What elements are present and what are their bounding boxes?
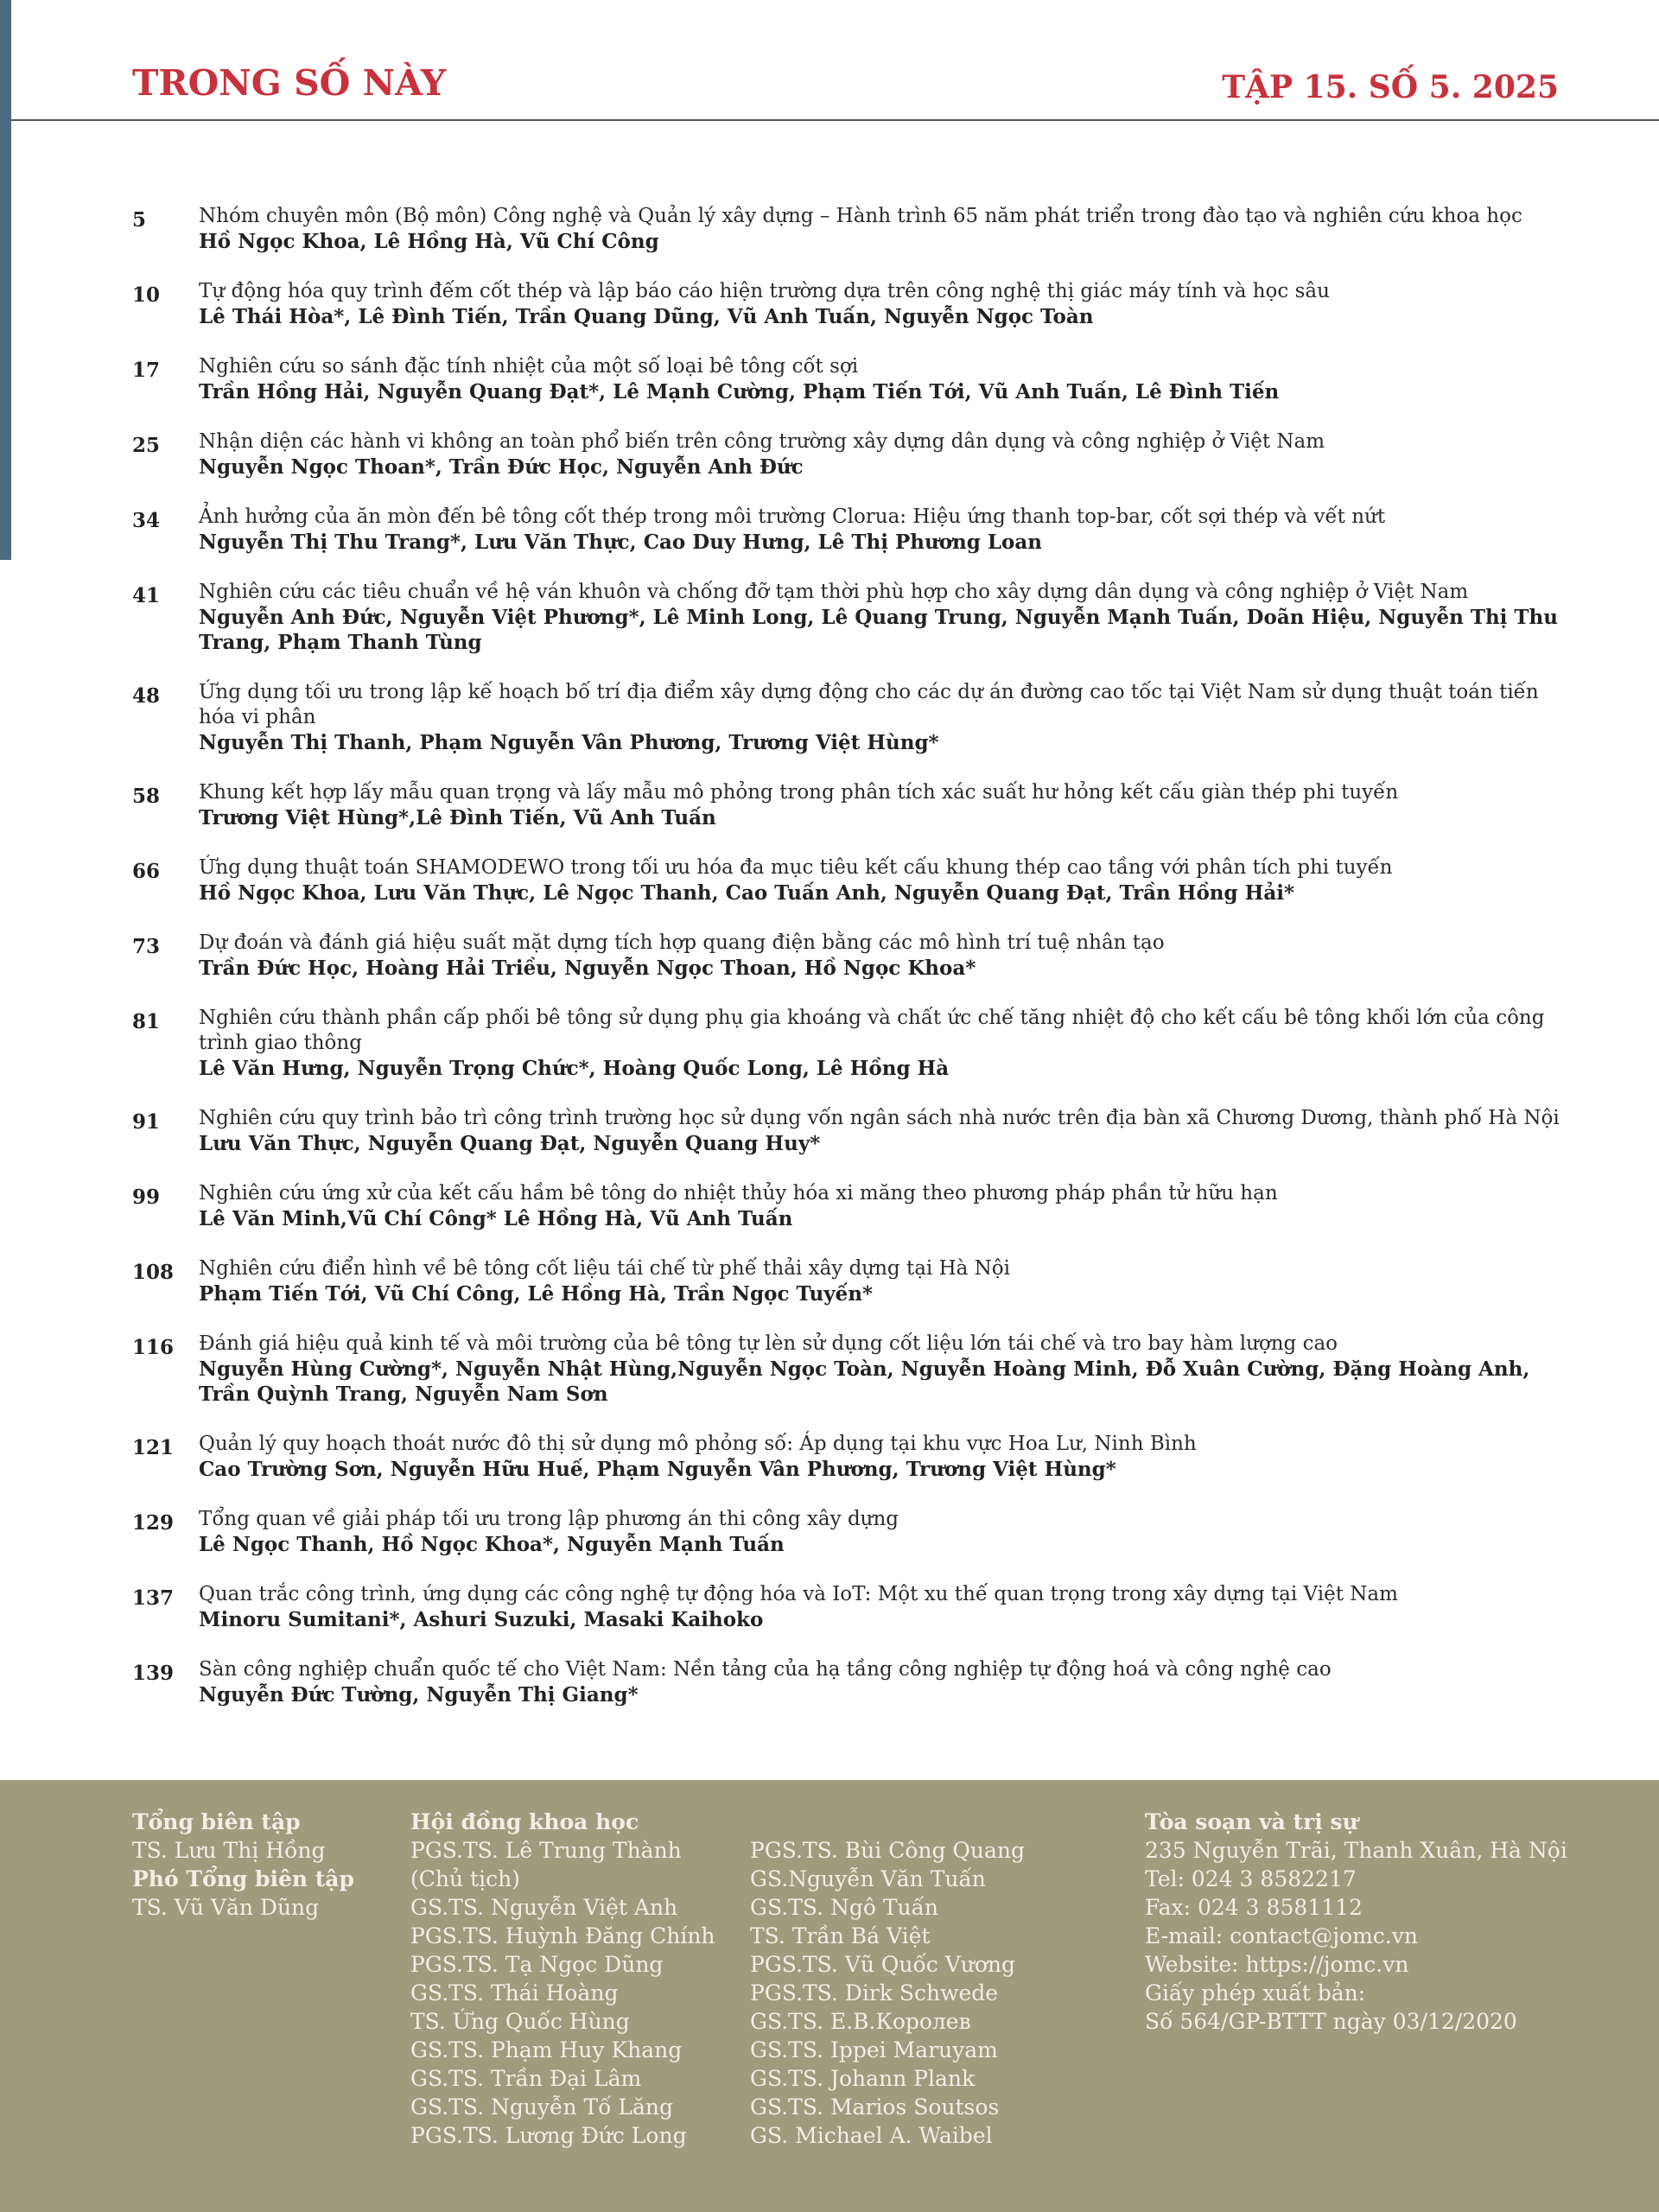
toc-authors: Phạm Tiến Tới, Vũ Chí Công, Lê Hồng Hà, Trần Ngọc Tuyến* — [199, 1282, 873, 1306]
council-member: GS.TS. Marios Soutsos — [750, 2094, 1000, 2120]
toc-entry-body — [199, 429, 1567, 480]
council-member: PGS.TS. Lê Trung Thành — [410, 1838, 682, 1863]
council-member: GS.Nguyễn Văn Tuấn — [750, 1866, 986, 1891]
toc-authors: Trương Việt Hùng*,Lê Đình Tiến, Vũ Anh Tuấn — [199, 806, 716, 830]
toc-entry[interactable] — [132, 1006, 1567, 1081]
toc-page-number: 10 — [132, 283, 161, 307]
toc-article-title: Nhận diện các hành vi không an toàn phổ biến trên công trường xây dựng dân dụng và công nghiệp ở Việt Nam — [199, 430, 1325, 453]
council-heading: Hội đồng khoa học — [410, 1809, 639, 1834]
toc-page-number: 139 — [132, 1662, 175, 1685]
toc-page-number: 121 — [132, 1436, 175, 1459]
toc-article-title: Nghiên cứu quy trình bảo trì công trình trường học sử dụng vốn ngân sách nhà nước trên địa bàn xã Chương Dương, thành phố Hà Nội — [199, 1107, 1560, 1129]
toc-entry-body — [199, 855, 1567, 906]
toc-entry[interactable] — [132, 580, 1567, 655]
toc-page-number: 99 — [132, 1185, 161, 1209]
toc-article-title: Khung kết hợp lấy mẫu quan trọng và lấy mẫu mô phỏng trong phân tích xác suất hư hỏng kết cấu giàn thép phi tuyến — [199, 781, 1399, 804]
office-info-line: Giấy phép xuất bản: — [1145, 1980, 1366, 2005]
toc-entry-body — [199, 780, 1567, 830]
toc-authors: Lê Ngọc Thanh, Hồ Ngọc Khoa*, Nguyễn Mạnh Tuấn — [199, 1533, 785, 1556]
council-column-2 — [750, 1808, 1113, 2150]
council-member: GS.TS. E.B.Королев — [750, 2009, 971, 2034]
editors-column — [132, 1808, 391, 1922]
council-member: (Chủ tịch) — [410, 1866, 520, 1891]
toc-article-title: Nghiên cứu so sánh đặc tính nhiệt của một số loại bê tông cốt sợi — [199, 355, 859, 378]
council-member: PGS.TS. Huỳnh Đăng Chính — [410, 1923, 715, 1948]
toc-article-title: Quan trắc công trình, ứng dụng các công nghệ tự động hóa và IoT: Một xu thế quan trọng trong xây dựng tại Việt Nam — [199, 1583, 1398, 1605]
toc-page-number: 41 — [132, 584, 161, 607]
toc-article-title: Sàn công nghiệp chuẩn quốc tế cho Việt Nam: Nền tảng của hạ tầng công nghiệp tự động hoá và công nghệ cao — [199, 1658, 1332, 1681]
council-column-1 — [410, 1808, 739, 2150]
toc-entry-body — [199, 1582, 1567, 1632]
toc-entry-body — [199, 204, 1567, 254]
toc-entry[interactable] — [132, 429, 1567, 480]
council-member: GS. Michael A. Waibel — [750, 2123, 993, 2148]
council-member: GS.TS. Phạm Huy Khang — [410, 2037, 683, 2063]
toc-page-number: 116 — [132, 1336, 175, 1359]
council-member: GS.TS. Johann Plank — [750, 2066, 976, 2091]
toc-entry-body — [199, 1256, 1567, 1306]
toc-page-number: 73 — [132, 935, 161, 958]
toc-entry[interactable] — [132, 1432, 1567, 1482]
toc-entry-body — [199, 505, 1567, 555]
toc-entry[interactable] — [132, 1582, 1567, 1632]
toc-page-number: 129 — [132, 1511, 175, 1535]
toc-article-title: Ứng dụng thuật toán SHAMODEWO trong tối ưu hóa đa mục tiêu kết cấu khung thép cao tầng với phân tích phi tuyến — [199, 856, 1393, 879]
council-member: GS.TS. Trần Đại Lâm — [410, 2066, 642, 2091]
council-member: GS.TS. Ippei Maruyam — [750, 2037, 998, 2063]
toc-entry[interactable] — [132, 680, 1567, 755]
toc-authors: Hồ Ngọc Khoa, Lê Hồng Hà, Vũ Chí Công — [199, 230, 659, 253]
toc-entry-body — [199, 1006, 1567, 1081]
toc-entry-body — [199, 1181, 1567, 1231]
toc-authors: Lê Văn Hưng, Nguyễn Trọng Chức*, Hoàng Quốc Long, Lê Hồng Hà — [199, 1057, 950, 1080]
toc-entry[interactable] — [132, 204, 1567, 254]
toc-entry[interactable] — [132, 855, 1567, 906]
council-member: GS.TS. Thái Hoàng — [410, 1980, 619, 2005]
toc-article-title: Ảnh hưởng của ăn mòn đến bê tông cốt thép trong môi trường Clorua: Hiệu ứng thanh top-bar, cốt sợi thép và vết nứt — [199, 505, 1386, 528]
toc-article-title: Đánh giá hiệu quả kinh tế và môi trường của bê tông tự lèn sử dụng cốt liệu lớn tái chế và tro bay hàm lượng cao — [199, 1332, 1338, 1355]
toc-authors: Cao Trường Sơn, Nguyễn Hữu Huế, Phạm Nguyễn Vân Phương, Trương Việt Hùng* — [199, 1458, 1116, 1481]
toc-page-number: 91 — [132, 1110, 161, 1134]
council-member: GS.TS. Nguyễn Tố Lăng — [410, 2094, 674, 2120]
toc-page-number: 66 — [132, 860, 161, 883]
toc-authors: Nguyễn Thị Thanh, Phạm Nguyễn Vân Phương, Trương Việt Hùng* — [199, 731, 939, 754]
toc-article-title: Nhóm chuyên môn (Bộ môn) Công nghệ và Quản lý xây dựng – Hành trình 65 năm phát triển trong đào tạo và nghiên cứu khoa học — [199, 205, 1522, 227]
side-accent-strip — [0, 0, 11, 560]
toc-authors: Nguyễn Hùng Cường*, Nguyễn Nhật Hùng,Nguyễn Ngọc Toàn, Nguyễn Hoàng Minh, Đỗ Xuân Cường, Đặng Hoàng Anh, Trần Quỳnh Trang, Nguyễn Nam Sơn — [199, 1357, 1530, 1406]
toc-authors: Trần Đức Học, Hoàng Hải Triều, Nguyễn Ngọc Thoan, Hồ Ngọc Khoa* — [199, 957, 976, 980]
office-column — [1145, 1808, 1629, 2036]
toc-page-number: 58 — [132, 785, 161, 808]
toc-article-title: Tự động hóa quy trình đếm cốt thép và lập báo cáo hiện trường dựa trên công nghệ thị giác máy tính và học sâu — [199, 280, 1330, 302]
toc-entry[interactable] — [132, 780, 1567, 830]
page-title: TRONG SỐ NÀY — [132, 62, 447, 104]
toc-entry[interactable] — [132, 354, 1567, 404]
toc-page-number: 137 — [132, 1586, 175, 1610]
toc-authors: Hồ Ngọc Khoa, Lưu Văn Thực, Lê Ngọc Thanh, Cao Tuấn Anh, Nguyễn Quang Đạt, Trần Hồng Hải* — [199, 881, 1295, 905]
toc-entry-body — [199, 1106, 1567, 1156]
table-of-contents — [132, 204, 1567, 1732]
council-member: PGS.TS. Lương Đức Long — [410, 2123, 687, 2148]
toc-article-title: Ứng dụng tối ưu trong lập kế hoạch bố trí địa điểm xây dựng động cho các dự án đường cao tốc tại Việt Nam sử dụng thuật toán tiến hóa vi phân — [199, 681, 1539, 728]
toc-article-title: Nghiên cứu ứng xử của kết cấu hầm bê tông do nhiệt thủy hóa xi măng theo phương pháp phần tử hữu hạn — [199, 1182, 1278, 1205]
toc-page-number: 5 — [132, 208, 147, 232]
issue-label: TẬP 15. SỐ 5. 2025 — [1222, 69, 1559, 105]
toc-entry[interactable] — [132, 1332, 1567, 1407]
toc-authors: Nguyễn Đức Tường, Nguyễn Thị Giang* — [199, 1683, 639, 1707]
toc-entry-body — [199, 680, 1567, 755]
toc-page-number: 17 — [132, 359, 161, 382]
toc-entry[interactable] — [132, 1657, 1567, 1707]
toc-entry[interactable] — [132, 1507, 1567, 1557]
toc-authors: Lưu Văn Thực, Nguyễn Quang Đạt, Nguyễn Quang Huy* — [199, 1132, 821, 1155]
deputy-editor-heading: Phó Tổng biên tập — [132, 1866, 354, 1891]
toc-authors: Lê Văn Minh,Vũ Chí Công* Lê Hồng Hà, Vũ Anh Tuấn — [199, 1207, 793, 1230]
council-member: PGS.TS. Tạ Ngọc Dũng — [410, 1952, 664, 1977]
toc-authors: Trần Hồng Hải, Nguyễn Quang Đạt*, Lê Mạnh Cường, Phạm Tiến Tới, Vũ Anh Tuấn, Lê Đình Tiến — [199, 380, 1280, 404]
toc-entry-body — [199, 354, 1567, 404]
deputy-editor-name: TS. Vũ Văn Dũng — [132, 1895, 320, 1920]
toc-entry[interactable] — [132, 505, 1567, 555]
toc-page-number: 48 — [132, 684, 161, 708]
toc-entry-body — [199, 580, 1567, 655]
toc-entry-body — [199, 1332, 1567, 1407]
masthead-footer — [0, 1780, 1659, 2212]
toc-authors: Lê Thái Hòa*, Lê Đình Tiến, Trần Quang Dũng, Vũ Anh Tuấn, Nguyễn Ngọc Toàn — [199, 305, 1094, 328]
toc-entry-body — [199, 279, 1567, 329]
toc-entry-body — [199, 1507, 1567, 1557]
toc-page-number: 25 — [132, 434, 161, 457]
toc-page-number: 81 — [132, 1010, 161, 1033]
toc-entry-body — [199, 931, 1567, 981]
toc-article-title: Nghiên cứu thành phần cấp phối bê tông sử dụng phụ gia khoáng và chất ức chế tăng nhiệt độ cho kết cấu bê tông khối lớn của công trình giao thông — [199, 1007, 1545, 1054]
toc-entry[interactable] — [132, 279, 1567, 329]
toc-article-title: Nghiên cứu các tiêu chuẩn về hệ ván khuôn và chống đỡ tạm thời phù hợp cho xây dựng dân dụng và công nghiệp ở Việt Nam — [199, 581, 1469, 603]
toc-article-title: Tổng quan về giải pháp tối ưu trong lập phương án thi công xây dựng — [199, 1508, 899, 1530]
office-info-line: Tel: 024 3 8582217 — [1145, 1866, 1357, 1891]
toc-entry-body — [199, 1657, 1567, 1707]
header-divider — [11, 119, 1659, 121]
council-member: GS.TS. Nguyễn Việt Anh — [410, 1895, 678, 1920]
office-info-line: Số 564/GP-BTTT ngày 03/12/2020 — [1145, 2009, 1517, 2034]
council-member: GS.TS. Ngô Tuấn — [750, 1895, 939, 1920]
toc-article-title: Dự đoán và đánh giá hiệu suất mặt dựng tích hợp quang điện bằng các mô hình trí tuệ nhân tạo — [199, 931, 1165, 954]
toc-page-number: 108 — [132, 1261, 175, 1284]
page-header — [132, 62, 1559, 114]
office-heading: Tòa soạn và trị sự — [1145, 1809, 1358, 1834]
toc-article-title: Quản lý quy hoạch thoát nước đô thị sử dụng mô phỏng số: Áp dụng tại khu vực Hoa Lư, Ninh Bình — [199, 1433, 1197, 1455]
office-info-line: E-mail: contact@jomc.vn — [1145, 1923, 1418, 1948]
toc-entry[interactable] — [132, 1106, 1567, 1156]
toc-entry-body — [199, 1432, 1567, 1482]
office-info-line: Website: https://jomc.vn — [1145, 1952, 1409, 1977]
toc-authors: Minoru Sumitani*, Ashuri Suzuki, Masaki Kaihoko — [199, 1608, 764, 1631]
council-member: TS. Trần Bá Việt — [750, 1923, 931, 1948]
council-member: PGS.TS. Vũ Quốc Vương — [750, 1952, 1016, 1977]
editor-heading: Tổng biên tập — [132, 1809, 301, 1834]
council-member: PGS.TS. Bùi Công Quang — [750, 1838, 1026, 1863]
toc-article-title: Nghiên cứu điển hình về bê tông cốt liệu tái chế từ phế thải xây dựng tại Hà Nội — [199, 1257, 1011, 1280]
toc-entry[interactable] — [132, 1256, 1567, 1306]
council-member: TS. Ứng Quốc Hùng — [410, 2009, 630, 2034]
toc-entry[interactable] — [132, 931, 1567, 981]
editor-name: TS. Lưu Thị Hồng — [132, 1838, 326, 1863]
toc-entry[interactable] — [132, 1181, 1567, 1231]
toc-authors: Nguyễn Thị Thu Trang*, Lưu Văn Thực, Cao Duy Hưng, Lê Thị Phương Loan — [199, 531, 1042, 554]
office-info-line: Fax: 024 3 8581112 — [1145, 1895, 1363, 1920]
toc-page-number: 34 — [132, 509, 161, 532]
toc-authors: Nguyễn Ngọc Thoan*, Trần Đức Học, Nguyễn Anh Đức — [199, 455, 804, 479]
office-info-line: 235 Nguyễn Trãi, Thanh Xuân, Hà Nội — [1145, 1838, 1567, 1863]
council-member: PGS.TS. Dirk Schwede — [750, 1980, 999, 2005]
toc-authors: Nguyễn Anh Đức, Nguyễn Việt Phương*, Lê Minh Long, Lê Quang Trung, Nguyễn Mạnh Tuấn, Doãn Hiệu, Nguyễn Thị Thu Trang, Phạm Thanh Tùng — [199, 606, 1558, 654]
